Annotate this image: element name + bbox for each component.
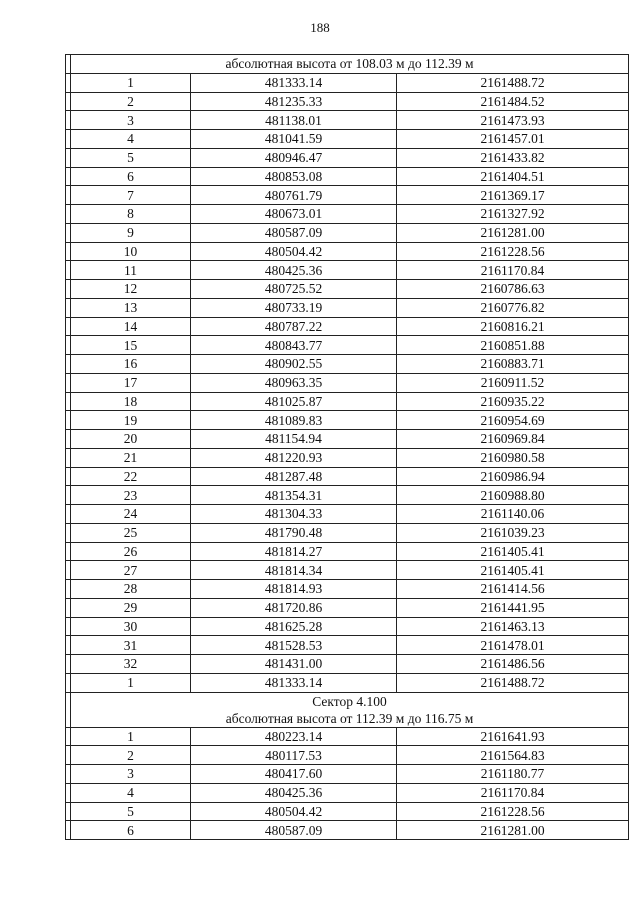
x-coordinate-cell: 480223.14 [191, 727, 397, 746]
x-coordinate-cell: 481138.01 [191, 111, 397, 130]
point-number-cell: 17 [71, 373, 191, 392]
point-number-cell: 27 [71, 561, 191, 580]
table-row [66, 467, 629, 486]
point-number-cell: 6 [71, 821, 191, 840]
x-coordinate-cell: 480725.52 [191, 280, 397, 299]
table-row [66, 505, 629, 524]
x-coordinate-cell: 481528.53 [191, 636, 397, 655]
point-number-cell: 20 [71, 430, 191, 449]
y-coordinate-cell: 2161478.01 [397, 636, 629, 655]
point-number-cell: 1 [71, 727, 191, 746]
point-number-cell: 29 [71, 598, 191, 617]
point-number-cell: 7 [71, 186, 191, 205]
y-coordinate-cell: 2161404.51 [397, 167, 629, 186]
y-coordinate-cell: 2161414.56 [397, 580, 629, 599]
x-coordinate-cell: 481790.48 [191, 523, 397, 542]
table-row [66, 765, 629, 784]
point-number-cell: 1 [71, 73, 191, 92]
y-coordinate-cell: 2161281.00 [397, 821, 629, 840]
point-number-cell: 25 [71, 523, 191, 542]
y-coordinate-cell: 2161441.95 [397, 598, 629, 617]
x-coordinate-cell: 481220.93 [191, 448, 397, 467]
page-number: 188 [310, 20, 330, 35]
section-header-row [66, 55, 629, 74]
x-coordinate-cell: 481814.34 [191, 561, 397, 580]
point-number-cell: 5 [71, 148, 191, 167]
table-row [66, 636, 629, 655]
sector-title: Сектор 4.100 [312, 693, 387, 709]
y-coordinate-cell: 2161170.84 [397, 261, 629, 280]
table-row [66, 821, 629, 840]
table-row [66, 523, 629, 542]
y-coordinate-cell: 2160954.69 [397, 411, 629, 430]
table-row [66, 148, 629, 167]
point-number-cell: 21 [71, 448, 191, 467]
x-coordinate-cell: 480425.36 [191, 783, 397, 802]
point-number-cell: 8 [71, 205, 191, 224]
table-row [66, 673, 629, 692]
x-coordinate-cell: 481814.93 [191, 580, 397, 599]
point-number-cell: 4 [71, 130, 191, 149]
table-row [66, 280, 629, 299]
y-coordinate-cell: 2161170.84 [397, 783, 629, 802]
table-row [66, 802, 629, 821]
x-coordinate-cell: 480504.42 [191, 802, 397, 821]
table-row [66, 355, 629, 374]
coordinates-table-body [66, 55, 629, 840]
y-coordinate-cell: 2160988.80 [397, 486, 629, 505]
section-header [71, 55, 629, 74]
y-coordinate-cell: 2160816.21 [397, 317, 629, 336]
table-row [66, 746, 629, 765]
x-coordinate-cell: 481431.00 [191, 655, 397, 674]
point-number-cell: 26 [71, 542, 191, 561]
table-row [66, 448, 629, 467]
point-number-cell: 23 [71, 486, 191, 505]
y-coordinate-cell: 2161039.23 [397, 523, 629, 542]
point-number-cell: 19 [71, 411, 191, 430]
point-number-cell: 5 [71, 802, 191, 821]
x-coordinate-cell: 480587.09 [191, 223, 397, 242]
table-row [66, 392, 629, 411]
point-number-cell: 18 [71, 392, 191, 411]
table-row [66, 111, 629, 130]
point-number-cell: 6 [71, 167, 191, 186]
table-row [66, 261, 629, 280]
point-number-cell: 16 [71, 355, 191, 374]
y-coordinate-cell: 2160986.94 [397, 467, 629, 486]
table-row [66, 561, 629, 580]
table-row [66, 205, 629, 224]
point-number-cell: 31 [71, 636, 191, 655]
y-coordinate-cell: 2160969.84 [397, 430, 629, 449]
table-row [66, 373, 629, 392]
x-coordinate-cell: 481333.14 [191, 73, 397, 92]
table-row [66, 617, 629, 636]
table-row [66, 186, 629, 205]
x-coordinate-cell: 481235.33 [191, 92, 397, 111]
y-coordinate-cell: 2160851.88 [397, 336, 629, 355]
point-number-cell: 22 [71, 467, 191, 486]
y-coordinate-cell: 2161140.06 [397, 505, 629, 524]
x-coordinate-cell: 480117.53 [191, 746, 397, 765]
point-number-cell: 4 [71, 783, 191, 802]
y-coordinate-cell: 2161488.72 [397, 673, 629, 692]
y-coordinate-cell: 2160980.58 [397, 448, 629, 467]
table-row [66, 73, 629, 92]
y-coordinate-cell: 2161484.52 [397, 92, 629, 111]
y-coordinate-cell: 2161281.00 [397, 223, 629, 242]
table-row [66, 580, 629, 599]
y-coordinate-cell: 2160883.71 [397, 355, 629, 374]
y-coordinate-cell: 2161405.41 [397, 561, 629, 580]
point-number-cell: 13 [71, 298, 191, 317]
x-coordinate-cell: 481287.48 [191, 467, 397, 486]
x-coordinate-cell: 480853.08 [191, 167, 397, 186]
x-coordinate-cell: 480946.47 [191, 148, 397, 167]
point-number-cell: 28 [71, 580, 191, 599]
x-coordinate-cell: 480504.42 [191, 242, 397, 261]
x-coordinate-cell: 481625.28 [191, 617, 397, 636]
table-row [66, 317, 629, 336]
point-number-cell: 2 [71, 746, 191, 765]
y-coordinate-cell: 2160776.82 [397, 298, 629, 317]
section-title: абсолютная высота от 112.39 м до 116.75 м [225, 710, 474, 726]
point-number-cell: 3 [71, 111, 191, 130]
x-coordinate-cell: 480733.19 [191, 298, 397, 317]
point-number-cell: 15 [71, 336, 191, 355]
point-number-cell: 9 [71, 223, 191, 242]
table-row [66, 430, 629, 449]
coordinates-table [65, 54, 629, 840]
y-coordinate-cell: 2161457.01 [397, 130, 629, 149]
x-coordinate-cell: 481154.94 [191, 430, 397, 449]
table-row [66, 598, 629, 617]
y-coordinate-cell: 2161463.13 [397, 617, 629, 636]
table-row [66, 92, 629, 111]
y-coordinate-cell: 2161369.17 [397, 186, 629, 205]
point-number-cell: 11 [71, 261, 191, 280]
point-number-cell: 2 [71, 92, 191, 111]
y-coordinate-cell: 2160786.63 [397, 280, 629, 299]
x-coordinate-cell: 481041.59 [191, 130, 397, 149]
x-coordinate-cell: 481814.27 [191, 542, 397, 561]
x-coordinate-cell: 480673.01 [191, 205, 397, 224]
point-number-cell: 12 [71, 280, 191, 299]
table-row [66, 411, 629, 430]
x-coordinate-cell: 480787.22 [191, 317, 397, 336]
table-row [66, 242, 629, 261]
x-coordinate-cell: 480963.35 [191, 373, 397, 392]
y-coordinate-cell: 2161228.56 [397, 242, 629, 261]
point-number-cell: 14 [71, 317, 191, 336]
y-coordinate-cell: 2161180.77 [397, 765, 629, 784]
table-row [66, 783, 629, 802]
table-row [66, 336, 629, 355]
point-number-cell: 32 [71, 655, 191, 674]
point-number-cell: 3 [71, 765, 191, 784]
table-row [66, 167, 629, 186]
table-row [66, 223, 629, 242]
x-coordinate-cell: 481304.33 [191, 505, 397, 524]
point-number-cell: 30 [71, 617, 191, 636]
point-number-cell: 24 [71, 505, 191, 524]
x-coordinate-cell: 480417.60 [191, 765, 397, 784]
y-coordinate-cell: 2160911.52 [397, 373, 629, 392]
section-header-row [66, 692, 629, 727]
point-number-cell: 1 [71, 673, 191, 692]
y-coordinate-cell: 2161327.92 [397, 205, 629, 224]
y-coordinate-cell: 2161486.56 [397, 655, 629, 674]
section-title: абсолютная высота от 108.03 м до 112.39 м [225, 56, 474, 72]
y-coordinate-cell: 2161564.83 [397, 746, 629, 765]
x-coordinate-cell: 481025.87 [191, 392, 397, 411]
x-coordinate-cell: 480587.09 [191, 821, 397, 840]
point-number-cell: 10 [71, 242, 191, 261]
y-coordinate-cell: 2161405.41 [397, 542, 629, 561]
table-row [66, 655, 629, 674]
y-coordinate-cell: 2160935.22 [397, 392, 629, 411]
x-coordinate-cell: 480761.79 [191, 186, 397, 205]
x-coordinate-cell: 481089.83 [191, 411, 397, 430]
y-coordinate-cell: 2161433.82 [397, 148, 629, 167]
section-header [71, 692, 629, 727]
x-coordinate-cell: 480425.36 [191, 261, 397, 280]
y-coordinate-cell: 2161228.56 [397, 802, 629, 821]
table-row [66, 542, 629, 561]
table-row [66, 130, 629, 149]
y-coordinate-cell: 2161641.93 [397, 727, 629, 746]
table-row [66, 486, 629, 505]
x-coordinate-cell: 481354.31 [191, 486, 397, 505]
y-coordinate-cell: 2161473.93 [397, 111, 629, 130]
table-row [66, 727, 629, 746]
x-coordinate-cell: 480843.77 [191, 336, 397, 355]
table-row [66, 298, 629, 317]
y-coordinate-cell: 2161488.72 [397, 73, 629, 92]
x-coordinate-cell: 481333.14 [191, 673, 397, 692]
x-coordinate-cell: 481720.86 [191, 598, 397, 617]
x-coordinate-cell: 480902.55 [191, 355, 397, 374]
